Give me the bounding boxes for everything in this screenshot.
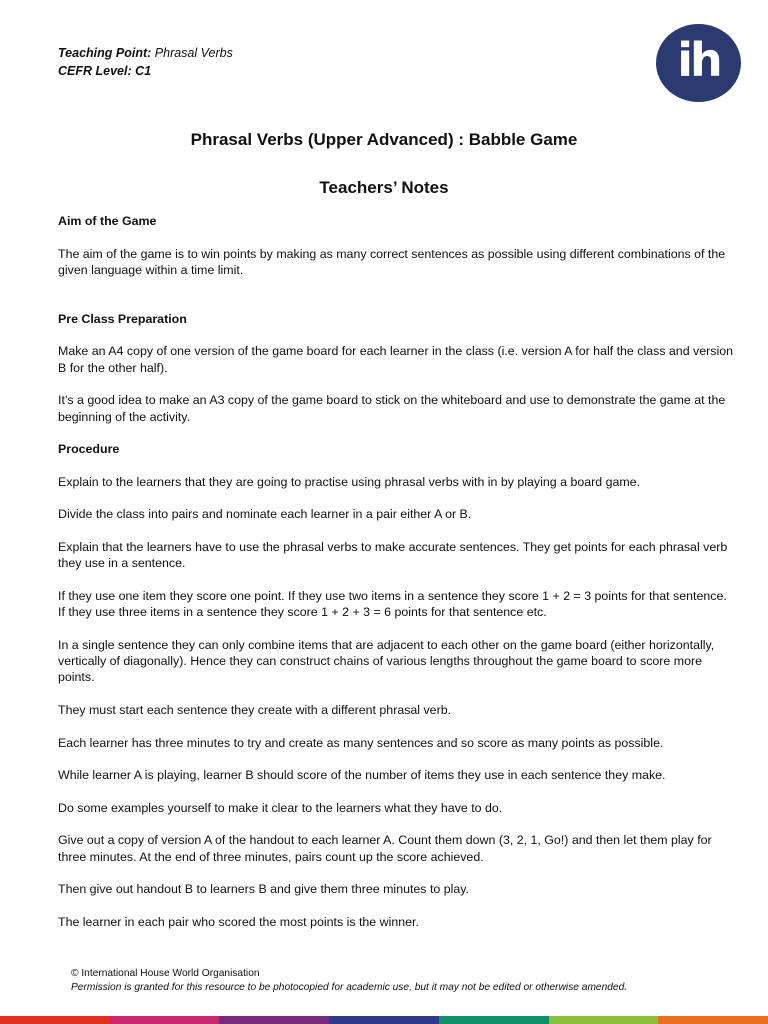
procedure-step: Give out a copy of version A of the handout to each learner A. Count them down (3, 2, 1, Go!) and then let them play for three minutes. At the end of three minutes, pairs count up the score achieved. bbox=[58, 833, 712, 864]
prep-paragraph-2: It’s a good idea to make an A3 copy of the game board to stick on the whiteboard and use to demonstrate the game at the beginning of the activity. bbox=[58, 393, 726, 424]
procedure-step: Explain that the learners have to use the phrasal verbs to make accurate sentences. They get points for each phrasal verb they use in a sentence. bbox=[58, 539, 728, 571]
prep-paragraph-1: Make an A4 copy of one version of the game board for each learner in the class (i.e. version A for half the class and version B for the other half). bbox=[58, 344, 733, 375]
document-meta bbox=[58, 44, 233, 80]
ih-logo bbox=[656, 24, 741, 102]
procedure-step: Then give out handout B to learners B and give them three minutes to play. bbox=[58, 882, 469, 897]
stripe-segment bbox=[329, 1016, 439, 1024]
document-body bbox=[58, 213, 733, 946]
stripe-segment bbox=[110, 1016, 220, 1024]
cefr-value: C1 bbox=[135, 64, 152, 78]
procedure-heading: Procedure bbox=[58, 442, 120, 457]
stripe-segment bbox=[549, 1016, 659, 1024]
stripe-segment bbox=[219, 1016, 329, 1024]
teaching-point-value: Phrasal Verbs bbox=[154, 46, 233, 60]
stripe-segment bbox=[439, 1016, 549, 1024]
page-footer bbox=[71, 967, 627, 995]
stripe-segment bbox=[658, 1016, 768, 1024]
aim-heading: Aim of the Game bbox=[58, 214, 157, 228]
procedure-step: If they use one item they score one point. If they use two items in a sentence they score 1 + 2 = 3 points for that sentence. If they use three items in a sentence they score 1 + 2 + 3 = 6 points for that sentence etc. bbox=[58, 588, 727, 620]
procedure-step: While learner A is playing, learner B should score of the number of items they use in each sentence they make. bbox=[58, 768, 666, 783]
stripe-segment bbox=[0, 1016, 110, 1024]
cefr-level bbox=[58, 62, 233, 80]
document-title: Phrasal Verbs (Upper Advanced) : Babble Game bbox=[190, 130, 578, 149]
procedure-step: Explain to the learners that they are going to practise using phrasal verbs with in by playing a board game. bbox=[58, 474, 641, 489]
teaching-point bbox=[58, 44, 233, 62]
prep-heading: Pre Class Preparation bbox=[58, 311, 187, 326]
cefr-label: CEFR Level: bbox=[58, 64, 132, 78]
document-subtitle: Teachers’ Notes bbox=[319, 178, 449, 197]
teaching-point-label: Teaching Point: bbox=[58, 46, 152, 60]
procedure-step: Each learner has three minutes to try and create as many sentences and so score as many points as possible. bbox=[58, 735, 664, 750]
procedure-step: The learner in each pair who scored the most points is the winner. bbox=[58, 914, 419, 929]
procedure-step: Do some examples yourself to make it clear to the learners what they have to do. bbox=[58, 800, 503, 815]
color-stripe bbox=[0, 1016, 768, 1024]
procedure-step: They must start each sentence they create with a different phrasal verb. bbox=[58, 702, 452, 717]
aim-paragraph: The aim of the game is to win points by making as many correct sentences as possible using different combinations of the given language within a time limit. bbox=[58, 246, 726, 277]
procedure-step: In a single sentence they can only combine items that are adjacent to each other on the game board (either horizontally, vertically of diagonally). Hence they can construct chains of various lengths throughout the game board to score more points. bbox=[58, 637, 715, 685]
procedure-step: Divide the class into pairs and nominate each learner in a pair either A or B. bbox=[58, 507, 472, 522]
logo-text: ih bbox=[677, 33, 720, 87]
copyright-notice: © International House World Organisation bbox=[71, 968, 260, 979]
permission-notice: Permission is granted for this resource to be photocopied for academic use, but it may not be edited or otherwise amended. bbox=[71, 982, 628, 993]
